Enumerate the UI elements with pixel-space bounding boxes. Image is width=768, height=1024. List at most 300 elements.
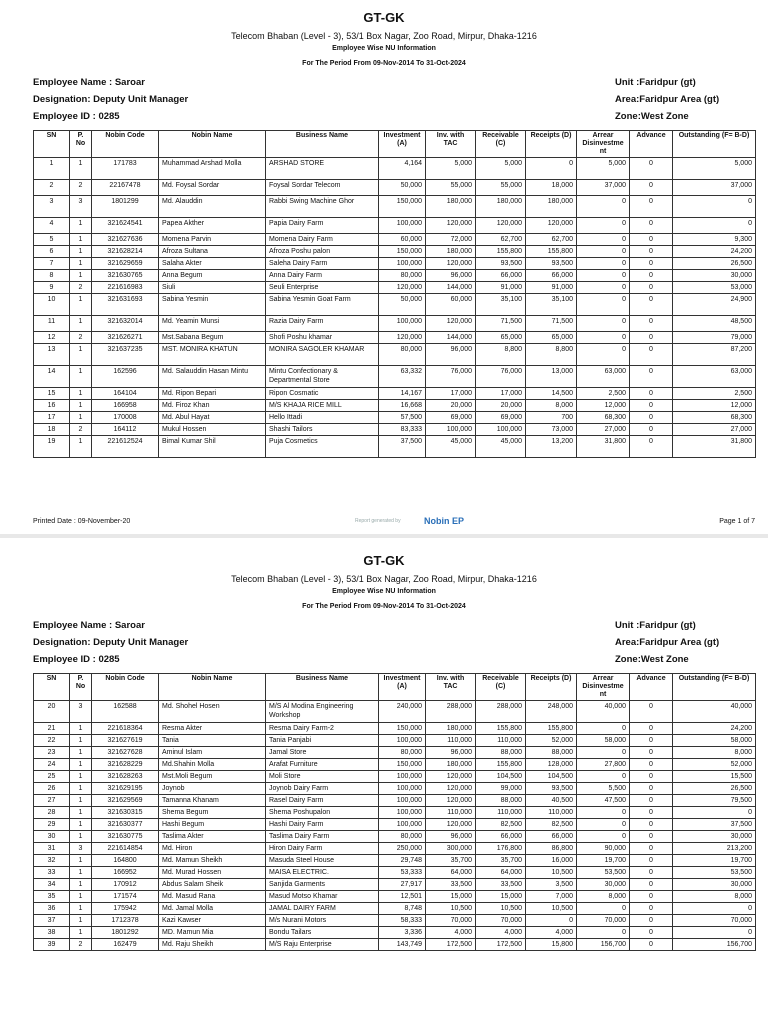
cell-nobin-name: Momena Parvin xyxy=(159,234,266,246)
cell-arrear: 0 xyxy=(577,218,630,234)
employee-id: Employee ID : 0285 xyxy=(33,654,120,665)
cell-pno: 1 xyxy=(70,759,92,771)
cell-receivable: 69,000 xyxy=(476,412,526,424)
cell-arrear: 5,500 xyxy=(577,783,630,795)
table-row xyxy=(34,436,756,458)
employee-unit: Unit :Faridpur (gt) xyxy=(615,77,696,88)
cell-advance: 0 xyxy=(630,196,673,218)
table-row xyxy=(34,795,756,807)
cell-inv-with-tac: 70,000 xyxy=(426,915,476,927)
cell-outstanding: 5,000 xyxy=(673,158,756,180)
employee-designation: Designation: Deputy Unit Manager xyxy=(33,637,189,648)
cell-advance: 0 xyxy=(630,366,673,388)
cell-pno: 1 xyxy=(70,879,92,891)
cell-sn: 35 xyxy=(34,891,70,903)
table-row xyxy=(34,783,756,795)
cell-receipts: 128,000 xyxy=(526,759,577,771)
cell-arrear: 0 xyxy=(577,903,630,915)
cell-nobin-name: Shema Begum xyxy=(159,807,266,819)
cell-outstanding: 213,200 xyxy=(673,843,756,855)
cell-advance: 0 xyxy=(630,891,673,903)
cell-nobin-code: 321630775 xyxy=(92,831,159,843)
cell-advance: 0 xyxy=(630,783,673,795)
cell-nobin-name: Md. Salauddin Hasan Mintu xyxy=(159,366,266,388)
cell-receivable: 20,000 xyxy=(476,400,526,412)
cell-pno: 2 xyxy=(70,939,92,951)
cell-arrear: 0 xyxy=(577,807,630,819)
cell-nobin-name: Md. Mamun Sheikh xyxy=(159,855,266,867)
cell-receipts: 155,800 xyxy=(526,723,577,735)
cell-outstanding: 0 xyxy=(673,903,756,915)
nobin-logo: Nobin EP xyxy=(424,516,464,526)
cell-advance: 0 xyxy=(630,436,673,458)
cell-business-name: JAMAL DAIRY FARM xyxy=(266,903,379,915)
cell-nobin-code: 321631693 xyxy=(92,294,159,316)
cell-receivable: 62,700 xyxy=(476,234,526,246)
cell-nobin-code: 321630765 xyxy=(92,270,159,282)
cell-receivable: 55,000 xyxy=(476,180,526,196)
col-header-sn: SN xyxy=(34,674,70,701)
table-row xyxy=(34,412,756,424)
table-row xyxy=(34,723,756,735)
cell-sn: 38 xyxy=(34,927,70,939)
cell-receipts: 40,500 xyxy=(526,795,577,807)
cell-sn: 32 xyxy=(34,855,70,867)
cell-business-name: Sanjida Garments xyxy=(266,879,379,891)
cell-receipts: 10,500 xyxy=(526,867,577,879)
cell-nobin-code: 221612524 xyxy=(92,436,159,458)
cell-inv-with-tac: 96,000 xyxy=(426,344,476,366)
cell-nobin-code: 321627636 xyxy=(92,234,159,246)
cell-pno: 1 xyxy=(70,747,92,759)
cell-pno: 1 xyxy=(70,915,92,927)
cell-arrear: 0 xyxy=(577,316,630,332)
cell-outstanding: 37,500 xyxy=(673,819,756,831)
cell-sn: 5 xyxy=(34,234,70,246)
table-header-row xyxy=(34,674,756,701)
cell-nobin-code: 166958 xyxy=(92,400,159,412)
cell-pno: 1 xyxy=(70,316,92,332)
table-row xyxy=(34,819,756,831)
cell-receivable: 110,000 xyxy=(476,807,526,819)
cell-receivable: 110,000 xyxy=(476,735,526,747)
cell-sn: 24 xyxy=(34,759,70,771)
cell-sn: 18 xyxy=(34,424,70,436)
cell-business-name: Foysal Sordar Telecom xyxy=(266,180,379,196)
employee-name: Employee Name : Saroar xyxy=(33,77,145,88)
cell-nobin-name: Taslima Akter xyxy=(159,831,266,843)
cell-advance: 0 xyxy=(630,723,673,735)
cell-receipts: 93,500 xyxy=(526,783,577,795)
table-row xyxy=(34,270,756,282)
cell-sn: 1 xyxy=(34,158,70,180)
cell-investment: 120,000 xyxy=(379,282,426,294)
cell-investment: 60,000 xyxy=(379,234,426,246)
cell-pno: 1 xyxy=(70,735,92,747)
cell-arrear: 0 xyxy=(577,282,630,294)
employee-area: Area:Faridpur Area (gt) xyxy=(615,637,720,648)
cell-nobin-code: 321628214 xyxy=(92,246,159,258)
cell-pno: 1 xyxy=(70,158,92,180)
cell-receipts: 110,000 xyxy=(526,807,577,819)
table-row xyxy=(34,400,756,412)
cell-investment: 100,000 xyxy=(379,218,426,234)
cell-nobin-name: MST. MONIRA KHATUN xyxy=(159,344,266,366)
cell-nobin-name: Anna Begum xyxy=(159,270,266,282)
cell-inv-with-tac: 100,000 xyxy=(426,424,476,436)
cell-investment: 120,000 xyxy=(379,332,426,344)
col-header-inv-with-tac: Inv. with TAC xyxy=(426,131,476,158)
cell-investment: 50,000 xyxy=(379,294,426,316)
cell-arrear: 47,500 xyxy=(577,795,630,807)
cell-business-name: Jamal Store xyxy=(266,747,379,759)
cell-receipts: 73,000 xyxy=(526,424,577,436)
employee-id: Employee ID : 0285 xyxy=(33,111,120,122)
cell-pno: 1 xyxy=(70,831,92,843)
employee-zone: Zone:West Zone xyxy=(615,111,689,122)
col-header-arrear: Arrear Disinvestme nt xyxy=(577,131,630,158)
nu-table xyxy=(33,673,756,951)
cell-receivable: 91,000 xyxy=(476,282,526,294)
cell-business-name: Rabbi Swing Machine Ghor xyxy=(266,196,379,218)
cell-business-name: M/S KHAJA RICE MILL xyxy=(266,400,379,412)
cell-arrear: 27,800 xyxy=(577,759,630,771)
cell-business-name: Afroza Poshu palon xyxy=(266,246,379,258)
cell-arrear: 63,000 xyxy=(577,366,630,388)
cell-pno: 1 xyxy=(70,867,92,879)
table-row xyxy=(34,879,756,891)
cell-pno: 1 xyxy=(70,270,92,282)
cell-receivable: 70,000 xyxy=(476,915,526,927)
nu-table xyxy=(33,130,756,458)
cell-arrear: 0 xyxy=(577,747,630,759)
cell-nobin-name: Md. Hiron xyxy=(159,843,266,855)
report-title: GT-GK xyxy=(363,553,405,568)
cell-nobin-name: Mukul Hossen xyxy=(159,424,266,436)
table-row xyxy=(34,831,756,843)
cell-investment: 100,000 xyxy=(379,795,426,807)
cell-nobin-name: Tania xyxy=(159,735,266,747)
employee-area: Area:Faridpur Area (gt) xyxy=(615,94,720,105)
cell-inv-with-tac: 120,000 xyxy=(426,819,476,831)
table-row xyxy=(34,747,756,759)
cell-inv-with-tac: 120,000 xyxy=(426,771,476,783)
cell-receivable: 17,000 xyxy=(476,388,526,400)
cell-receipts: 82,500 xyxy=(526,819,577,831)
cell-outstanding: 0 xyxy=(673,927,756,939)
cell-receipts: 0 xyxy=(526,158,577,180)
table-row xyxy=(34,903,756,915)
cell-investment: 80,000 xyxy=(379,831,426,843)
cell-sn: 7 xyxy=(34,258,70,270)
table-row xyxy=(34,388,756,400)
cell-sn: 39 xyxy=(34,939,70,951)
cell-receipts: 66,000 xyxy=(526,831,577,843)
cell-receivable: 66,000 xyxy=(476,831,526,843)
cell-arrear: 37,000 xyxy=(577,180,630,196)
table-row xyxy=(34,294,756,316)
cell-investment: 16,668 xyxy=(379,400,426,412)
cell-inv-with-tac: 96,000 xyxy=(426,747,476,759)
cell-pno: 1 xyxy=(70,903,92,915)
cell-receivable: 172,500 xyxy=(476,939,526,951)
cell-nobin-code: 162596 xyxy=(92,366,159,388)
cell-receivable: 4,000 xyxy=(476,927,526,939)
cell-receipts: 180,000 xyxy=(526,196,577,218)
cell-pno: 1 xyxy=(70,807,92,819)
cell-advance: 0 xyxy=(630,759,673,771)
cell-advance: 0 xyxy=(630,294,673,316)
cell-sn: 21 xyxy=(34,723,70,735)
cell-receipts: 3,500 xyxy=(526,879,577,891)
cell-nobin-name: Aminul Islam xyxy=(159,747,266,759)
cell-advance: 0 xyxy=(630,807,673,819)
cell-business-name: Saleha Dairy Farm xyxy=(266,258,379,270)
cell-receipts: 4,000 xyxy=(526,927,577,939)
cell-sn: 23 xyxy=(34,747,70,759)
cell-sn: 13 xyxy=(34,344,70,366)
table-row xyxy=(34,344,756,366)
cell-business-name: Masuda Steel House xyxy=(266,855,379,867)
cell-business-name: Bondu Tailars xyxy=(266,927,379,939)
cell-advance: 0 xyxy=(630,400,673,412)
table-row xyxy=(34,246,756,258)
cell-nobin-name: Bimal Kumar Shil xyxy=(159,436,266,458)
cell-pno: 1 xyxy=(70,795,92,807)
cell-arrear: 0 xyxy=(577,771,630,783)
cell-outstanding: 53,500 xyxy=(673,867,756,879)
page-number: Page 1 of 7 xyxy=(719,518,755,525)
cell-investment: 37,500 xyxy=(379,436,426,458)
cell-pno: 1 xyxy=(70,218,92,234)
cell-nobin-name: Md. Foysal Sordar xyxy=(159,180,266,196)
cell-inv-with-tac: 45,000 xyxy=(426,436,476,458)
cell-outstanding: 53,000 xyxy=(673,282,756,294)
cell-receivable: 88,000 xyxy=(476,795,526,807)
cell-inv-with-tac: 60,000 xyxy=(426,294,476,316)
cell-advance: 0 xyxy=(630,258,673,270)
cell-nobin-code: 321626271 xyxy=(92,332,159,344)
cell-investment: 80,000 xyxy=(379,747,426,759)
cell-receivable: 155,800 xyxy=(476,723,526,735)
cell-advance: 0 xyxy=(630,344,673,366)
cell-advance: 0 xyxy=(630,867,673,879)
cell-sn: 2 xyxy=(34,180,70,196)
cell-sn: 29 xyxy=(34,819,70,831)
col-header-business-name: Business Name xyxy=(266,674,379,701)
cell-outstanding: 70,000 xyxy=(673,915,756,927)
cell-pno: 1 xyxy=(70,234,92,246)
table-row xyxy=(34,234,756,246)
cell-advance: 0 xyxy=(630,282,673,294)
cell-receipts: 71,500 xyxy=(526,316,577,332)
table-row xyxy=(34,891,756,903)
cell-nobin-code: 221618364 xyxy=(92,723,159,735)
cell-business-name: Papia Dairy Farm xyxy=(266,218,379,234)
cell-sn: 34 xyxy=(34,879,70,891)
cell-nobin-name: Joynob xyxy=(159,783,266,795)
cell-sn: 11 xyxy=(34,316,70,332)
cell-receivable: 10,500 xyxy=(476,903,526,915)
table-row xyxy=(34,258,756,270)
cell-inv-with-tac: 110,000 xyxy=(426,807,476,819)
cell-pno: 1 xyxy=(70,436,92,458)
cell-pno: 1 xyxy=(70,927,92,939)
cell-arrear: 0 xyxy=(577,294,630,316)
cell-nobin-name: Md. Alauddin xyxy=(159,196,266,218)
cell-nobin-name: Md. Firoz Khan xyxy=(159,400,266,412)
cell-nobin-code: 321627628 xyxy=(92,747,159,759)
col-header-nobin-name: Nobin Name xyxy=(159,674,266,701)
cell-investment: 53,333 xyxy=(379,867,426,879)
cell-nobin-name: Mst.Moli Begum xyxy=(159,771,266,783)
cell-inv-with-tac: 4,000 xyxy=(426,927,476,939)
cell-business-name: Shofi Poshu khamar xyxy=(266,332,379,344)
cell-inv-with-tac: 35,700 xyxy=(426,855,476,867)
cell-nobin-name: Hashi Begum xyxy=(159,819,266,831)
cell-investment: 250,000 xyxy=(379,843,426,855)
cell-advance: 0 xyxy=(630,747,673,759)
cell-receipts: 13,000 xyxy=(526,366,577,388)
cell-nobin-code: 170912 xyxy=(92,879,159,891)
cell-business-name: M/S Raju Enterprise xyxy=(266,939,379,951)
table-row xyxy=(34,218,756,234)
cell-inv-with-tac: 10,500 xyxy=(426,903,476,915)
col-header-nobin-code: Nobin Code xyxy=(92,131,159,158)
cell-receipts: 13,200 xyxy=(526,436,577,458)
cell-inv-with-tac: 180,000 xyxy=(426,759,476,771)
cell-receipts: 700 xyxy=(526,412,577,424)
cell-receivable: 93,500 xyxy=(476,258,526,270)
cell-nobin-name: Papea Akther xyxy=(159,218,266,234)
cell-inv-with-tac: 96,000 xyxy=(426,831,476,843)
table-body xyxy=(34,158,756,458)
cell-inv-with-tac: 144,000 xyxy=(426,332,476,344)
cell-investment: 100,000 xyxy=(379,771,426,783)
cell-nobin-name: Md. Yeamin Munsi xyxy=(159,316,266,332)
cell-receipts: 18,000 xyxy=(526,180,577,196)
cell-nobin-name: Md. Jamal Molla xyxy=(159,903,266,915)
cell-outstanding: 15,500 xyxy=(673,771,756,783)
cell-receipts: 91,000 xyxy=(526,282,577,294)
cell-advance: 0 xyxy=(630,735,673,747)
cell-receipts: 14,500 xyxy=(526,388,577,400)
cell-receipts: 8,800 xyxy=(526,344,577,366)
employee-unit: Unit :Faridpur (gt) xyxy=(615,620,696,631)
col-header-business-name: Business Name xyxy=(266,131,379,158)
cell-receivable: 45,000 xyxy=(476,436,526,458)
cell-business-name: Hiron Dairy Farm xyxy=(266,843,379,855)
cell-receivable: 88,000 xyxy=(476,747,526,759)
cell-nobin-name: Afroza Sultana xyxy=(159,246,266,258)
cell-outstanding: 8,000 xyxy=(673,891,756,903)
cell-sn: 16 xyxy=(34,400,70,412)
cell-investment: 83,333 xyxy=(379,424,426,436)
table-row xyxy=(34,807,756,819)
cell-arrear: 5,000 xyxy=(577,158,630,180)
employee-zone: Zone:West Zone xyxy=(615,654,689,665)
cell-nobin-name: MD. Mamun Mia xyxy=(159,927,266,939)
cell-outstanding: 9,300 xyxy=(673,234,756,246)
cell-outstanding: 48,500 xyxy=(673,316,756,332)
cell-investment: 8,748 xyxy=(379,903,426,915)
cell-advance: 0 xyxy=(630,915,673,927)
cell-receivable: 35,700 xyxy=(476,855,526,867)
printed-date: Printed Date : 09-November-20 xyxy=(33,518,131,525)
cell-investment: 100,000 xyxy=(379,316,426,332)
cell-receipts: 52,000 xyxy=(526,735,577,747)
table-row xyxy=(34,701,756,723)
col-header-inv-with-tac: Inv. with TAC xyxy=(426,674,476,701)
cell-business-name: Rasel Dairy Farm xyxy=(266,795,379,807)
cell-business-name: ARSHAD STORE xyxy=(266,158,379,180)
cell-outstanding: 30,000 xyxy=(673,879,756,891)
cell-advance: 0 xyxy=(630,701,673,723)
cell-nobin-code: 321632014 xyxy=(92,316,159,332)
cell-receivable: 82,500 xyxy=(476,819,526,831)
cell-arrear: 156,700 xyxy=(577,939,630,951)
cell-outstanding: 27,000 xyxy=(673,424,756,436)
cell-nobin-code: 1712378 xyxy=(92,915,159,927)
cell-arrear: 8,000 xyxy=(577,891,630,903)
cell-sn: 37 xyxy=(34,915,70,927)
cell-nobin-name: Md. Ripon Bepari xyxy=(159,388,266,400)
cell-sn: 27 xyxy=(34,795,70,807)
cell-pno: 1 xyxy=(70,412,92,424)
cell-sn: 31 xyxy=(34,843,70,855)
table-row xyxy=(34,843,756,855)
cell-sn: 9 xyxy=(34,282,70,294)
cell-nobin-code: 321630377 xyxy=(92,819,159,831)
cell-investment: 100,000 xyxy=(379,735,426,747)
cell-nobin-code: 321629659 xyxy=(92,258,159,270)
col-header-sn: SN xyxy=(34,131,70,158)
cell-business-name: Hello Ittadi xyxy=(266,412,379,424)
cell-investment: 100,000 xyxy=(379,783,426,795)
cell-pno: 1 xyxy=(70,366,92,388)
cell-pno: 1 xyxy=(70,783,92,795)
cell-inv-with-tac: 55,000 xyxy=(426,180,476,196)
table-header-row xyxy=(34,131,756,158)
report-period: For The Period From 09-Nov-2014 To 31-Oct-2024 xyxy=(302,60,466,67)
cell-business-name: M/s Nurani Motors xyxy=(266,915,379,927)
cell-investment: 100,000 xyxy=(379,258,426,270)
cell-pno: 1 xyxy=(70,723,92,735)
cell-receipts: 10,500 xyxy=(526,903,577,915)
cell-investment: 3,336 xyxy=(379,927,426,939)
cell-inv-with-tac: 20,000 xyxy=(426,400,476,412)
cell-receivable: 33,500 xyxy=(476,879,526,891)
cell-sn: 4 xyxy=(34,218,70,234)
cell-arrear: 0 xyxy=(577,246,630,258)
cell-nobin-code: 321627619 xyxy=(92,735,159,747)
cell-sn: 19 xyxy=(34,436,70,458)
cell-receivable: 176,800 xyxy=(476,843,526,855)
cell-outstanding: 0 xyxy=(673,807,756,819)
cell-investment: 50,000 xyxy=(379,180,426,196)
cell-outstanding: 24,200 xyxy=(673,246,756,258)
cell-advance: 0 xyxy=(630,879,673,891)
cell-pno: 2 xyxy=(70,180,92,196)
cell-receipts: 88,000 xyxy=(526,747,577,759)
cell-receipts: 62,700 xyxy=(526,234,577,246)
cell-receivable: 35,100 xyxy=(476,294,526,316)
cell-outstanding: 12,000 xyxy=(673,400,756,412)
cell-receivable: 65,000 xyxy=(476,332,526,344)
cell-arrear: 0 xyxy=(577,196,630,218)
cell-sn: 28 xyxy=(34,807,70,819)
cell-inv-with-tac: 33,500 xyxy=(426,879,476,891)
